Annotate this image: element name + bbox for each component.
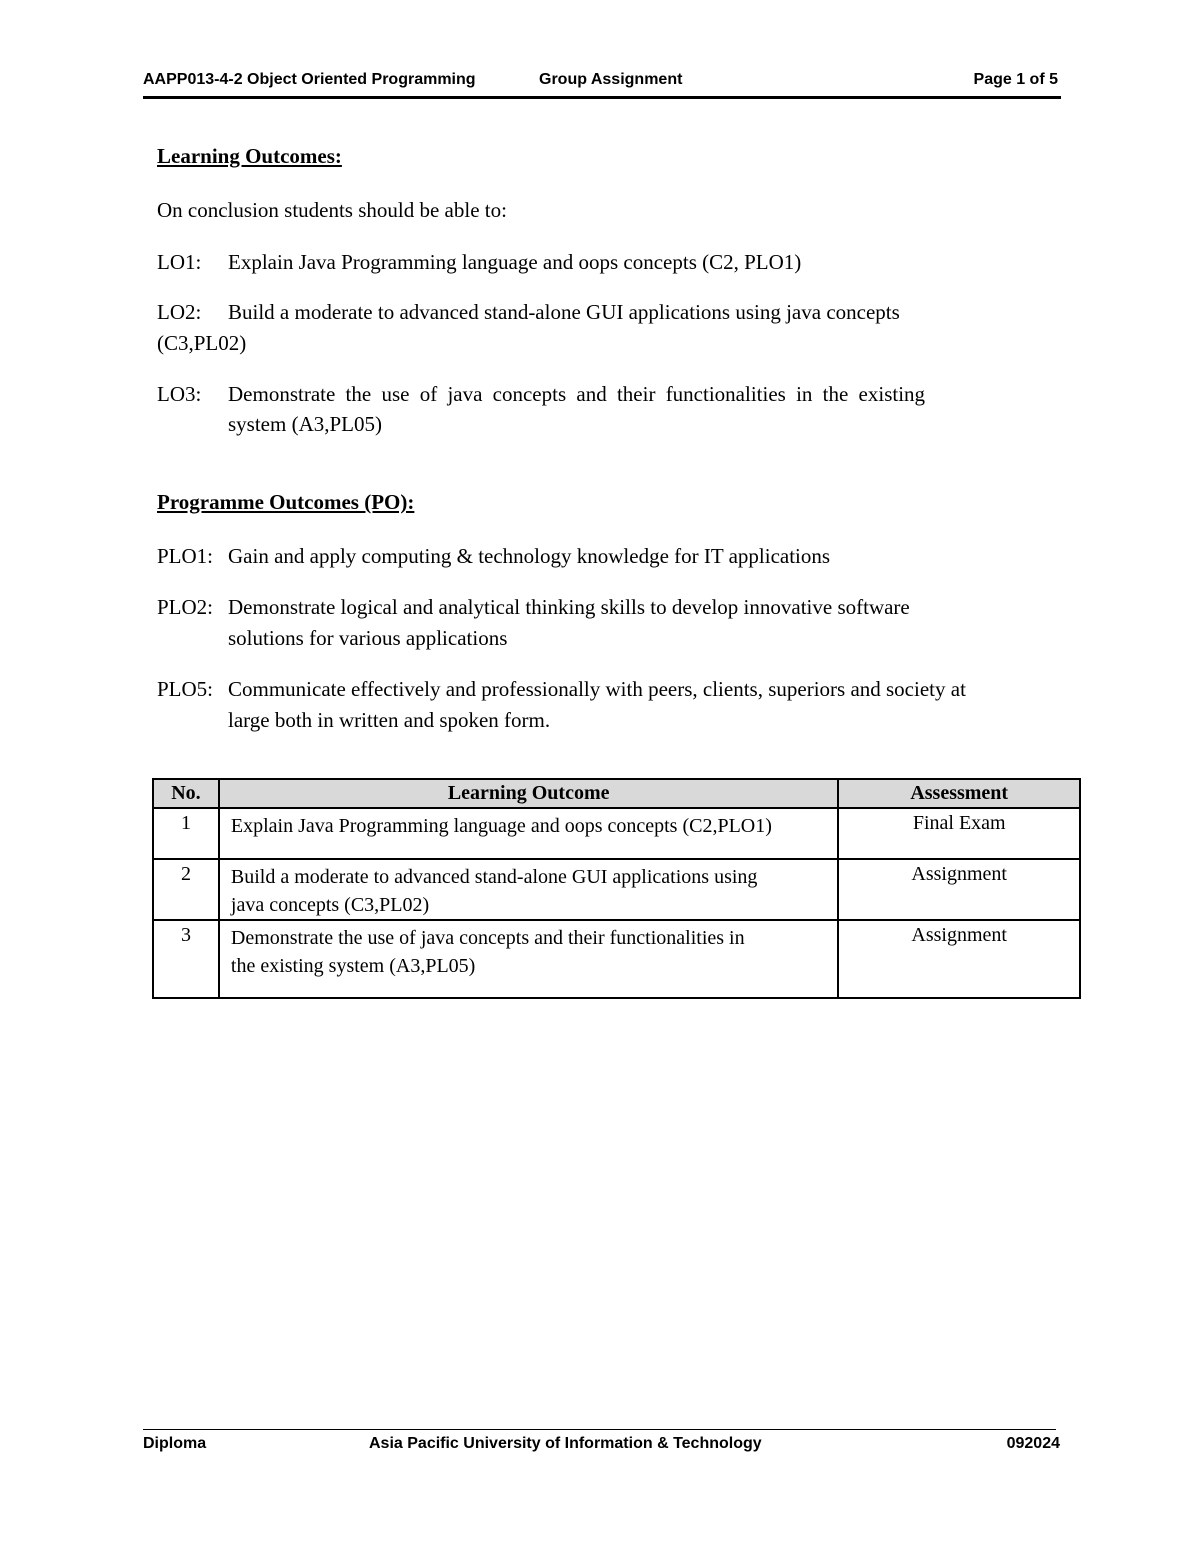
lo1-label: LO1: [157, 250, 202, 274]
footer-program: Diploma [143, 1435, 207, 1452]
row-outcome-line: the existing system (A3,PL05) [230, 955, 476, 977]
lo2-text: Build a moderate to advanced stand-alone GUI applications using java concepts [228, 300, 900, 324]
plo5-text: Communicate effectively and professionally with peers, clients, superiors and society at [228, 677, 966, 701]
plo5-label: PLO5: [157, 677, 214, 701]
plo1-label: PLO1: [157, 544, 214, 568]
column-header-assessment: Assessment [838, 779, 1080, 808]
plo2-text: Demonstrate logical and analytical thinking skills to develop innovative software [228, 595, 910, 619]
page-footer [143, 1435, 1060, 1457]
column-header-learning-outcome: Learning Outcome [219, 779, 839, 808]
row-outcome-line: Demonstrate the use of java concepts and their functionalities in [230, 927, 745, 949]
row-outcome [219, 859, 839, 920]
footer-code: 092024 [1006, 1435, 1060, 1452]
page-number: Page 1 of 5 [973, 71, 1058, 88]
learning-outcomes-heading: Learning Outcomes: [157, 144, 342, 168]
row-outcome-line: Build a moderate to advanced stand-alone GUI applications using [230, 866, 758, 888]
learning-outcomes-intro: On conclusion students should be able to: [157, 198, 507, 222]
row-number: 3 [153, 920, 219, 998]
row-outcome [219, 808, 839, 859]
row-outcome-line: Explain Java Programming language and oops concepts (C2,PLO1) [230, 815, 772, 837]
row-number: 2 [153, 859, 219, 920]
footer-university: Asia Pacific University of Information & Technology [369, 1435, 762, 1452]
lo2-label: LO2: [157, 300, 202, 324]
course-title: AAPP013-4-2 Object Oriented Programming [143, 71, 476, 88]
lo1-text: Explain Java Programming language and oops concepts (C2, PLO1) [228, 250, 802, 274]
learning-outcome-table [152, 778, 1081, 999]
row-assessment: Assignment [838, 859, 1080, 920]
lo3-label: LO3: [157, 382, 202, 406]
table-header-row [153, 779, 1080, 808]
lo3-text: Demonstrate the use of java concepts and their functionalities in the existing [228, 382, 926, 406]
plo2-text-cont: solutions for various applications [228, 626, 508, 650]
page-header [143, 71, 1060, 93]
row-outcome [219, 920, 839, 998]
column-header-no: No. [153, 779, 219, 808]
plo2-label: PLO2: [157, 595, 214, 619]
row-number: 1 [153, 808, 219, 859]
lo2-text-cont: (C3,PL02) [157, 331, 247, 355]
plo1-text: Gain and apply computing & technology knowledge for IT applications [228, 544, 831, 568]
header-rule [143, 96, 1061, 99]
lo3-text-cont: system (A3,PL05) [228, 412, 382, 436]
row-assessment: Assignment [838, 920, 1080, 998]
footer-rule [143, 1429, 1056, 1430]
assignment-type: Group Assignment [539, 71, 683, 88]
table-row [153, 859, 1080, 920]
plo5-text-cont: large both in written and spoken form. [228, 708, 551, 732]
table-row [153, 808, 1080, 859]
programme-outcomes-heading: Programme Outcomes (PO): [157, 490, 415, 514]
row-assessment: Final Exam [838, 808, 1080, 859]
row-outcome-line: java concepts (C3,PL02) [230, 894, 430, 916]
table-row [153, 920, 1080, 998]
